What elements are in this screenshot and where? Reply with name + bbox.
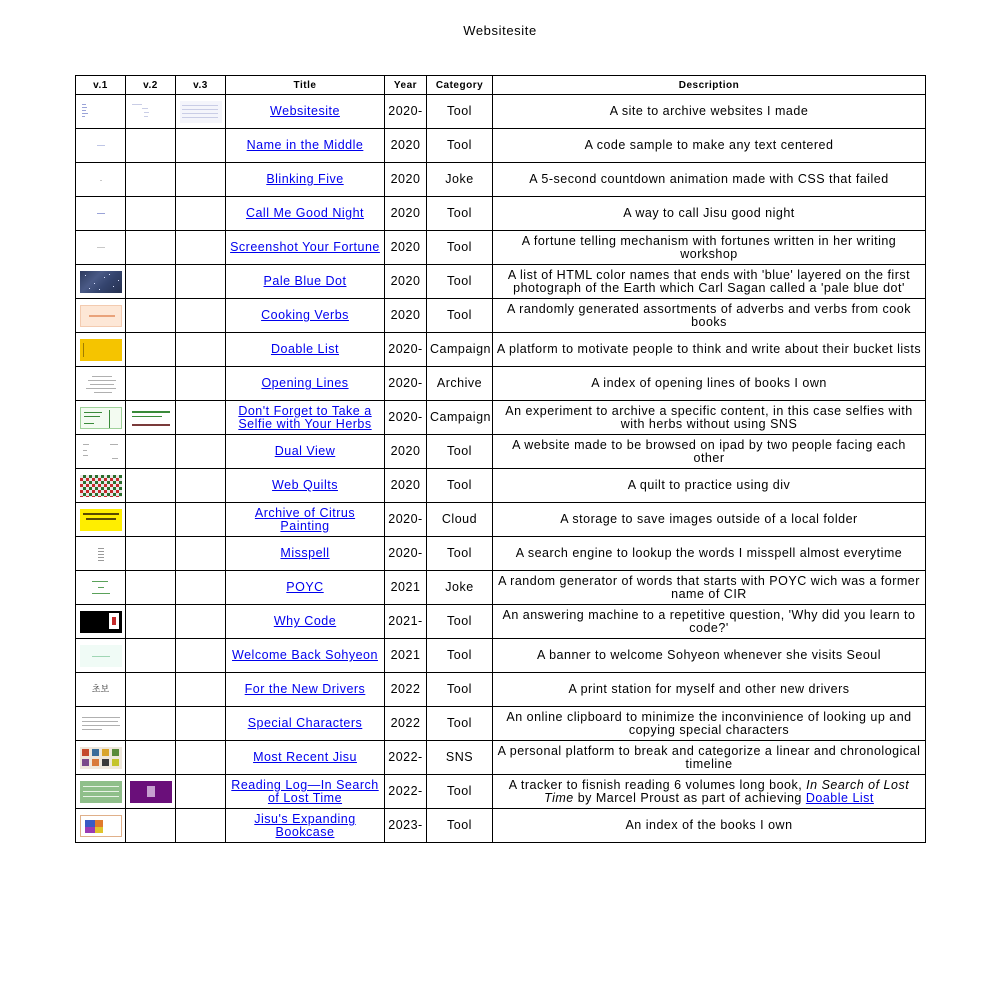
thumbnail-image[interactable] (80, 509, 122, 531)
category-cell: Tool (427, 809, 493, 843)
thumbnail-cell-v2 (126, 163, 176, 197)
project-link[interactable]: Most Recent Jisu (253, 750, 357, 765)
description-cell: A personal platform to break and categorize a linear and chronological timeline (493, 741, 926, 775)
thumbnail-image[interactable] (80, 101, 122, 123)
thumbnail-image[interactable] (80, 611, 122, 633)
description-cell: A code sample to make any text centered (493, 129, 926, 163)
description-cell: An answering machine to a repetitive question, 'Why did you learn to code?' (493, 605, 926, 639)
thumbnail-image[interactable] (80, 407, 122, 429)
column-header-title: Title (226, 76, 385, 95)
column-header-v1: v.1 (76, 76, 126, 95)
thumbnail-cell-v3 (176, 775, 226, 809)
thumbnail-cell-v3 (176, 95, 226, 129)
project-link[interactable]: Web Quilts (272, 478, 338, 493)
title-cell (226, 673, 385, 707)
thumbnail-image[interactable] (80, 441, 122, 463)
description-cell: A banner to welcome Sohyeon whenever she visits Seoul (493, 639, 926, 673)
table-row (76, 231, 926, 265)
table-row (76, 707, 926, 741)
category-cell: Tool (427, 605, 493, 639)
thumbnail-cell-v1 (76, 231, 126, 265)
thumbnail-cell-v1 (76, 741, 126, 775)
thumbnail-image[interactable] (80, 747, 122, 769)
thumbnail-cell-v1 (76, 333, 126, 367)
project-link[interactable]: Dual View (274, 444, 336, 459)
year-cell: 2020- (385, 95, 427, 129)
thumbnail-cell-v1 (76, 469, 126, 503)
thumbnail-image[interactable] (80, 169, 122, 191)
category-cell: Joke (427, 571, 493, 605)
category-cell: Campaign (427, 333, 493, 367)
thumbnail-cell-v3 (176, 197, 226, 231)
thumbnail-cell-v3 (176, 809, 226, 843)
thumbnail-cell-v1 (76, 367, 126, 401)
thumbnail-image[interactable] (80, 815, 122, 837)
thumbnail-cell-v1 (76, 707, 126, 741)
thumbnail-cell-v3 (176, 163, 226, 197)
thumbnail-cell-v3 (176, 435, 226, 469)
description-cell: A index of opening lines of books I own (493, 367, 926, 401)
table-row (76, 95, 926, 129)
table-row (76, 571, 926, 605)
thumbnail-cell-v2 (126, 129, 176, 163)
description-cell: A search engine to lookup the words I misspell almost everytime (493, 537, 926, 571)
thumbnail-cell-v3 (176, 367, 226, 401)
thumbnail-cell-v2 (126, 741, 176, 775)
doable-list-link[interactable]: Doable List (805, 790, 874, 805)
thumbnail-cell-v2 (126, 775, 176, 809)
category-cell: Tool (427, 95, 493, 129)
category-cell: Tool (427, 197, 493, 231)
thumbnail-cell-v3 (176, 503, 226, 537)
table-header-row (76, 76, 926, 95)
title-cell (226, 639, 385, 673)
thumbnail-image[interactable] (80, 305, 122, 327)
year-cell: 2020- (385, 367, 427, 401)
title-cell (226, 537, 385, 571)
thumbnail-cell-v3 (176, 333, 226, 367)
thumbnail-cell-v3 (176, 639, 226, 673)
category-cell: Tool (427, 299, 493, 333)
thumbnail-cell-v2 (126, 401, 176, 435)
table-row (76, 503, 926, 537)
year-cell: 2022 (385, 707, 427, 741)
thumbnail-image[interactable] (80, 543, 122, 565)
category-cell: Tool (427, 707, 493, 741)
project-link[interactable]: Special Characters (247, 716, 363, 731)
thumbnail-cell-v1 (76, 299, 126, 333)
title-cell (226, 299, 385, 333)
thumbnail-cell-v3 (176, 537, 226, 571)
thumbnail-cell-v1 (76, 197, 126, 231)
title-cell (226, 503, 385, 537)
thumbnail-cell-v1 (76, 571, 126, 605)
table-row (76, 741, 926, 775)
year-cell: 2020 (385, 469, 427, 503)
category-cell: Tool (427, 129, 493, 163)
thumbnail-cell-v3 (176, 265, 226, 299)
project-link[interactable]: For the New Drivers (244, 682, 366, 697)
thumbnail-cell-v2 (126, 197, 176, 231)
title-cell (226, 367, 385, 401)
thumbnail-cell-v1 (76, 639, 126, 673)
project-link[interactable]: Pale Blue Dot (263, 274, 347, 289)
year-cell: 2021- (385, 605, 427, 639)
table-row (76, 605, 926, 639)
category-cell: Cloud (427, 503, 493, 537)
thumbnail-cell-v2 (126, 231, 176, 265)
title-cell (226, 435, 385, 469)
thumbnail-image[interactable] (80, 781, 122, 803)
description-cell: A storage to save images outside of a local folder (493, 503, 926, 537)
project-link[interactable]: Blinking Five (266, 172, 344, 187)
year-cell: 2020 (385, 435, 427, 469)
title-cell (226, 775, 385, 809)
project-link[interactable]: Doable List (270, 342, 340, 357)
table-row (76, 163, 926, 197)
thumbnail-image[interactable] (80, 679, 122, 701)
year-cell: 2020 (385, 231, 427, 265)
project-link[interactable]: Call Me Good Night (245, 206, 365, 221)
year-cell: 2023- (385, 809, 427, 843)
thumbnail-cell-v2 (126, 367, 176, 401)
table-row (76, 469, 926, 503)
thumbnail-korean-text: 초보 (91, 684, 110, 695)
description-text: A tracker to fisnish reading 6 volumes long book, (508, 778, 807, 792)
title-cell (226, 333, 385, 367)
thumbnail-image[interactable] (130, 781, 172, 803)
thumbnail-cell-v2 (126, 639, 176, 673)
description-cell: An online clipboard to minimize the inconvinience of looking up and copying special characters (493, 707, 926, 741)
table-row (76, 639, 926, 673)
title-cell (226, 163, 385, 197)
thumbnail-cell-v3 (176, 231, 226, 265)
table-row (76, 367, 926, 401)
column-header-v3: v.3 (176, 76, 226, 95)
year-cell: 2022 (385, 673, 427, 707)
thumbnail-image[interactable] (130, 407, 172, 429)
description-cell: An experiment to archive a specific content, in this case selfies with with herbs without using SNS (493, 401, 926, 435)
thumbnail-cell-v2 (126, 707, 176, 741)
description-text: by Marcel Proust as part of achieving (573, 790, 806, 805)
description-cell: A fortune telling mechanism with fortunes written in her writing workshop (493, 231, 926, 265)
project-link[interactable]: Reading Log—In Search of Lost Time (231, 778, 379, 805)
thumbnail-cell-v1 (76, 129, 126, 163)
table-row (76, 775, 926, 809)
thumbnail-image[interactable] (80, 645, 122, 667)
category-cell: Campaign (427, 401, 493, 435)
table-row (76, 537, 926, 571)
thumbnail-cell-v1 (76, 163, 126, 197)
description-cell: A website made to be browsed on ipad by two people facing each other (493, 435, 926, 469)
category-cell: Tool (427, 469, 493, 503)
thumbnail-cell-v2 (126, 299, 176, 333)
project-link[interactable]: Screenshot Your Fortune (230, 240, 380, 255)
title-cell (226, 605, 385, 639)
thumbnail-cell-v3 (176, 741, 226, 775)
title-cell (226, 469, 385, 503)
column-header-year: Year (385, 76, 427, 95)
table-row (76, 401, 926, 435)
year-cell: 2020 (385, 299, 427, 333)
thumbnail-cell-v3 (176, 605, 226, 639)
thumbnail-cell-v3 (176, 707, 226, 741)
table-row (76, 265, 926, 299)
year-cell: 2020- (385, 503, 427, 537)
project-link[interactable]: Opening Lines (261, 376, 349, 391)
description-cell: A print station for myself and other new drivers (493, 673, 926, 707)
thumbnail-cell-v3 (176, 129, 226, 163)
table-row (76, 435, 926, 469)
thumbnail-image[interactable] (80, 237, 122, 259)
category-cell: Tool (427, 673, 493, 707)
thumbnail-image[interactable] (80, 339, 122, 361)
thumbnail-cell-v3 (176, 673, 226, 707)
column-header-v2: v.2 (126, 76, 176, 95)
project-link[interactable]: Don't Forget to Take a Selfie with Your Herbs (238, 404, 372, 431)
thumbnail-cell-v2 (126, 435, 176, 469)
description-cell: A site to archive websites I made (493, 95, 926, 129)
description-cell: An index of the books I own (493, 809, 926, 843)
description-cell: A random generator of words that starts with POYC wich was a former name of CIR (493, 571, 926, 605)
description-cell: A way to call Jisu good night (493, 197, 926, 231)
category-cell: SNS (427, 741, 493, 775)
year-cell: 2020 (385, 129, 427, 163)
thumbnail-cell-v3 (176, 299, 226, 333)
title-cell (226, 707, 385, 741)
project-link[interactable]: Websitesite (270, 104, 340, 119)
project-link[interactable]: Cooking Verbs (261, 308, 349, 323)
title-cell (226, 231, 385, 265)
category-cell: Tool (427, 639, 493, 673)
category-cell: Joke (427, 163, 493, 197)
table-row (76, 197, 926, 231)
thumbnail-cell-v1 (76, 537, 126, 571)
year-cell: 2020- (385, 401, 427, 435)
year-cell: 2020 (385, 163, 427, 197)
thumbnail-cell-v2 (126, 571, 176, 605)
title-cell (226, 197, 385, 231)
thumbnail-cell-v1 (76, 809, 126, 843)
thumbnail-image[interactable] (80, 713, 122, 735)
table-row (76, 809, 926, 843)
category-cell: Tool (427, 231, 493, 265)
year-cell: 2020 (385, 265, 427, 299)
thumbnail-image[interactable] (80, 475, 122, 497)
year-cell: 2020- (385, 333, 427, 367)
project-link[interactable]: Welcome Back Sohyeon (232, 648, 378, 663)
description-cell (493, 775, 926, 809)
thumbnail-image[interactable] (80, 203, 122, 225)
project-link[interactable]: POYC (286, 580, 324, 595)
category-cell: Tool (427, 265, 493, 299)
title-cell (226, 809, 385, 843)
projects-table (75, 75, 926, 843)
thumbnail-cell-v2 (126, 673, 176, 707)
description-cell: A 5-second countdown animation made with CSS that failed (493, 163, 926, 197)
thumbnail-cell-v1 (76, 605, 126, 639)
thumbnail-cell-v2 (126, 537, 176, 571)
thumbnail-cell-v1 (76, 435, 126, 469)
thumbnail-cell-v1 (76, 95, 126, 129)
category-cell: Archive (427, 367, 493, 401)
thumbnail-cell-v1 (76, 265, 126, 299)
description-cell: A randomly generated assortments of adverbs and verbs from cook books (493, 299, 926, 333)
thumbnail-cell-v2 (126, 605, 176, 639)
thumbnail-cell-v1 (76, 775, 126, 809)
project-link[interactable]: Misspell (280, 546, 330, 561)
thumbnail-image[interactable] (80, 577, 122, 599)
year-cell: 2021 (385, 639, 427, 673)
thumbnail-cell-v3 (176, 401, 226, 435)
thumbnail-cell-v1 (76, 673, 126, 707)
thumbnail-cell-v2 (126, 503, 176, 537)
thumbnail-image[interactable] (180, 101, 222, 123)
description-cell: A platform to motivate people to think and write about their bucket lists (493, 333, 926, 367)
column-header-description: Description (493, 76, 926, 95)
thumbnail-image[interactable] (80, 135, 122, 157)
thumbnail-cell-v1 (76, 503, 126, 537)
title-cell (226, 95, 385, 129)
table-row (76, 299, 926, 333)
table-row (76, 129, 926, 163)
title-cell (226, 265, 385, 299)
book-title-italic: In Search of Lost Time (544, 778, 910, 805)
category-cell: Tool (427, 775, 493, 809)
year-cell: 2021 (385, 571, 427, 605)
thumbnail-cell-v1 (76, 401, 126, 435)
thumbnail-cell-v2 (126, 333, 176, 367)
year-cell: 2022- (385, 775, 427, 809)
title-cell (226, 401, 385, 435)
year-cell: 2022- (385, 741, 427, 775)
thumbnail-cell-v2 (126, 95, 176, 129)
description-cell: A list of HTML color names that ends with 'blue' layered on the first photograph of the Earth which Carl Sagan called a 'pale blue dot' (493, 265, 926, 299)
thumbnail-image[interactable] (130, 101, 172, 123)
title-cell (226, 571, 385, 605)
thumbnail-image[interactable] (80, 373, 122, 395)
project-link[interactable]: Jisu's Expanding Bookcase (254, 812, 356, 839)
thumbnail-cell-v3 (176, 571, 226, 605)
title-cell (226, 129, 385, 163)
category-cell: Tool (427, 537, 493, 571)
column-header-category: Category (427, 76, 493, 95)
title-cell (226, 741, 385, 775)
project-link[interactable]: Archive of Citrus Painting (254, 506, 356, 533)
description-cell: A quilt to practice using div (493, 469, 926, 503)
page-title: Websitesite (463, 23, 537, 38)
project-link[interactable]: Name in the Middle (246, 138, 364, 153)
year-cell: 2020- (385, 537, 427, 571)
project-link[interactable]: Why Code (273, 614, 337, 629)
table-row (76, 333, 926, 367)
thumbnail-cell-v2 (126, 809, 176, 843)
category-cell: Tool (427, 435, 493, 469)
year-cell: 2020 (385, 197, 427, 231)
table-row (76, 673, 926, 707)
thumbnail-cell-v2 (126, 469, 176, 503)
thumbnail-cell-v2 (126, 265, 176, 299)
thumbnail-cell-v3 (176, 469, 226, 503)
thumbnail-image[interactable] (80, 271, 122, 293)
